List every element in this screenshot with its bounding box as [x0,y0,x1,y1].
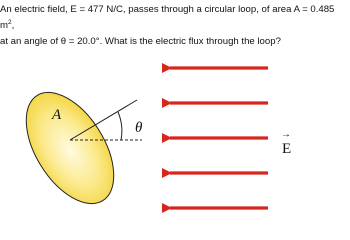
area-label: A [52,107,62,123]
field-vector-arrow: → [281,129,291,140]
electric-flux-diagram [0,40,350,227]
angle-arc [118,112,122,140]
field-arrows [170,68,268,208]
question-part-1: An electric field, E = 477 N/C, passes through a circular loop, of area A = 0.485 m [0,4,335,31]
question-part-2: , [11,20,15,31]
field-label: E [282,141,292,157]
area-unit-exponent: 2 [8,18,12,26]
question-part-3: at an angle of θ = 20.0°. What is the electric flux through the loop? [0,36,281,47]
angle-label: θ [135,120,143,136]
circular-loop [8,77,131,218]
